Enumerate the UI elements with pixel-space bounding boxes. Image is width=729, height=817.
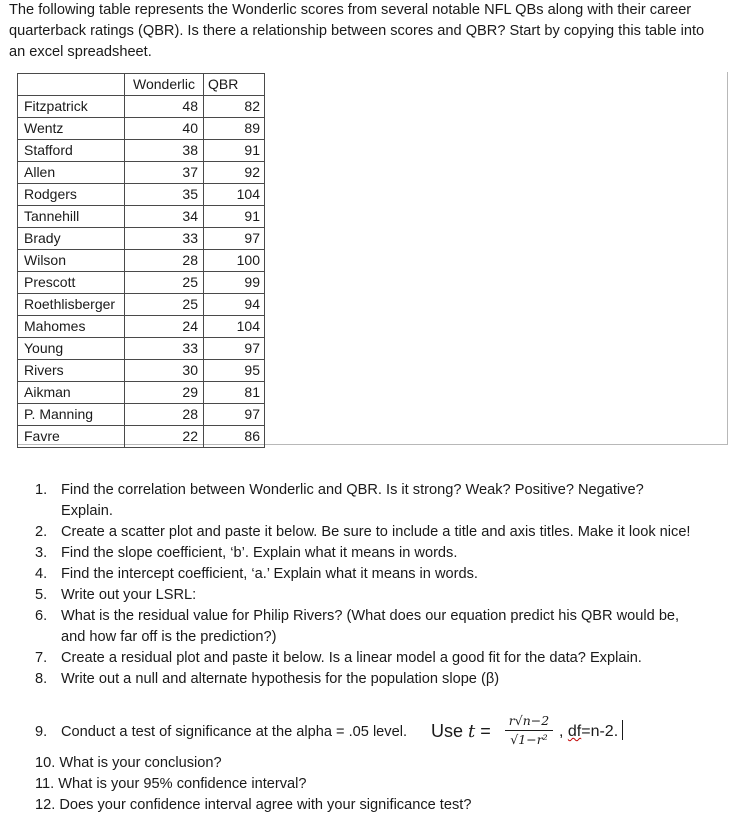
table-row [18, 250, 265, 272]
question-number: 9. [35, 724, 48, 740]
question-item [0, 585, 691, 606]
wonderlic-cell: 29 [125, 382, 204, 404]
df-word: df [567, 723, 582, 740]
question-text: Find the correlation between Wonderlic and QBR. Is it strong? Weak? Positive? Negative? Explain. [61, 482, 644, 519]
question-text: Create a scatter plot and paste it below. Be sure to include a title and axis titles. Make it look nice! [61, 524, 691, 540]
qbr-cell: 86 [204, 426, 265, 448]
player-name-cell: Allen [18, 162, 125, 184]
question-item [0, 774, 471, 795]
question-text: What is your 95% confidence interval? [58, 776, 307, 792]
wonderlic-cell: 33 [125, 228, 204, 250]
question-number: 7. [35, 650, 48, 666]
table-row [18, 382, 265, 404]
table-row [18, 140, 265, 162]
table-row [18, 118, 265, 140]
qbr-cell: 81 [204, 382, 265, 404]
degrees-of-freedom [559, 723, 618, 741]
player-name-cell: Wilson [18, 250, 125, 272]
table-row [18, 162, 265, 184]
header-name [18, 74, 125, 96]
player-name-cell: Stafford [18, 140, 125, 162]
qbr-cell: 95 [204, 360, 265, 382]
player-name-cell: Favre [18, 426, 125, 448]
table-row [18, 184, 265, 206]
question-number: 2. [35, 524, 48, 540]
question-item [0, 753, 471, 774]
header-wonderlic: Wonderlic [125, 74, 204, 96]
question-text: Find the intercept coefficient, ‘a.’ Explain what it means in words. [61, 566, 478, 582]
wonderlic-cell: 40 [125, 118, 204, 140]
player-name-cell: Roethlisberger [18, 294, 125, 316]
intro-paragraph: The following table represents the Wonderlic scores from several notable NFL QBs along with their career quarterback ratings (QBR). Is there a relationship between scores and QBR? Start by copying this table into an excel spreadsheet. [9, 2, 705, 60]
wonderlic-cell: 28 [125, 250, 204, 272]
wonderlic-cell: 25 [125, 272, 204, 294]
wonderlic-cell: 28 [125, 404, 204, 426]
qbr-cell: 94 [204, 294, 265, 316]
table-row [18, 272, 265, 294]
wonderlic-cell: 35 [125, 184, 204, 206]
qbr-cell: 99 [204, 272, 265, 294]
question-text: Find the slope coefficient, ‘b’. Explain what it means in words. [61, 545, 458, 561]
player-name-cell: Prescott [18, 272, 125, 294]
fraction-numerator: r√n−2 [505, 713, 553, 731]
qbr-cell: 91 [204, 140, 265, 162]
player-name-cell: Aikman [18, 382, 125, 404]
t-formula-fraction [505, 713, 553, 748]
question-number: 1. [35, 482, 48, 498]
question-text: Does your confidence interval agree with your significance test? [59, 797, 472, 813]
wonderlic-cell: 33 [125, 338, 204, 360]
question-9 [0, 713, 729, 753]
table-row [18, 404, 265, 426]
question-text: What is the residual value for Philip Rivers? (What does our equation predict his QBR would be, and how far off is the prediction?) [61, 608, 680, 645]
qbr-cell: 97 [204, 338, 265, 360]
qbr-cell: 91 [204, 206, 265, 228]
table-row [18, 316, 265, 338]
table-row [18, 338, 265, 360]
question-number: 11. [35, 776, 55, 792]
player-name-cell: Tannehill [18, 206, 125, 228]
header-qbr: QBR [204, 74, 265, 96]
question-number: 4. [35, 566, 48, 582]
question-item [0, 669, 691, 690]
df-rest: =n-2. [581, 723, 619, 740]
formula-use [431, 721, 491, 742]
player-name-cell: Rivers [18, 360, 125, 382]
question-number: 10. [35, 755, 56, 771]
question-list [0, 480, 691, 690]
table-row [18, 360, 265, 382]
wonderlic-cell: 34 [125, 206, 204, 228]
question-text: Create a residual plot and paste it below. Is a linear model a good fit for the data? Explain. [61, 650, 642, 666]
qbr-cell: 82 [204, 96, 265, 118]
wonderlic-cell: 24 [125, 316, 204, 338]
table-header-row [18, 74, 265, 96]
table-row [18, 206, 265, 228]
qbr-cell: 89 [204, 118, 265, 140]
text-cursor [622, 720, 623, 740]
player-name-cell: Fitzpatrick [18, 96, 125, 118]
t-variable: t [468, 721, 476, 742]
question-number: 12. [35, 797, 56, 813]
qbr-cell: 104 [204, 316, 265, 338]
player-name-cell: Mahomes [18, 316, 125, 338]
question-text: Write out your LSRL: [61, 587, 197, 603]
question-text: Write out a null and alternate hypothesis for the population slope (β) [61, 671, 500, 687]
question-item [0, 480, 691, 522]
table-row [18, 96, 265, 118]
player-name-cell: Rodgers [18, 184, 125, 206]
qbr-cell: 100 [204, 250, 265, 272]
df-prefix: , [559, 723, 568, 740]
wonderlic-cell: 25 [125, 294, 204, 316]
question-item [0, 522, 691, 543]
question-item [0, 606, 691, 648]
question-list-tail [0, 753, 471, 816]
wonderlic-cell: 22 [125, 426, 204, 448]
player-name-cell: Young [18, 338, 125, 360]
qbr-cell: 97 [204, 228, 265, 250]
question-text: Conduct a test of significance at the alpha = .05 level. [61, 724, 408, 740]
wonderlic-cell: 38 [125, 140, 204, 162]
question-item [0, 648, 691, 669]
qbr-cell: 97 [204, 404, 265, 426]
wonderlic-cell: 48 [125, 96, 204, 118]
question-text: What is your conclusion? [59, 755, 222, 771]
wonderlic-cell: 30 [125, 360, 204, 382]
qbr-cell: 104 [204, 184, 265, 206]
question-item [0, 795, 471, 816]
qb-table [17, 73, 265, 448]
qb-table-body [18, 74, 265, 448]
question-item [0, 543, 691, 564]
table-row [18, 426, 265, 448]
qbr-cell: 92 [204, 162, 265, 184]
player-name-cell: Brady [18, 228, 125, 250]
question-number: 3. [35, 545, 48, 561]
table-row [18, 294, 265, 316]
wonderlic-cell: 37 [125, 162, 204, 184]
use-label: Use [431, 721, 464, 741]
question-number: 8. [35, 671, 48, 687]
player-name-cell: P. Manning [18, 404, 125, 426]
fraction-denominator: √1−r² [510, 732, 548, 747]
table-row [18, 228, 265, 250]
equals-sign: = [480, 721, 491, 741]
player-name-cell: Wentz [18, 118, 125, 140]
question-item [0, 564, 691, 585]
question-number: 6. [35, 608, 48, 624]
question-number: 5. [35, 587, 48, 603]
